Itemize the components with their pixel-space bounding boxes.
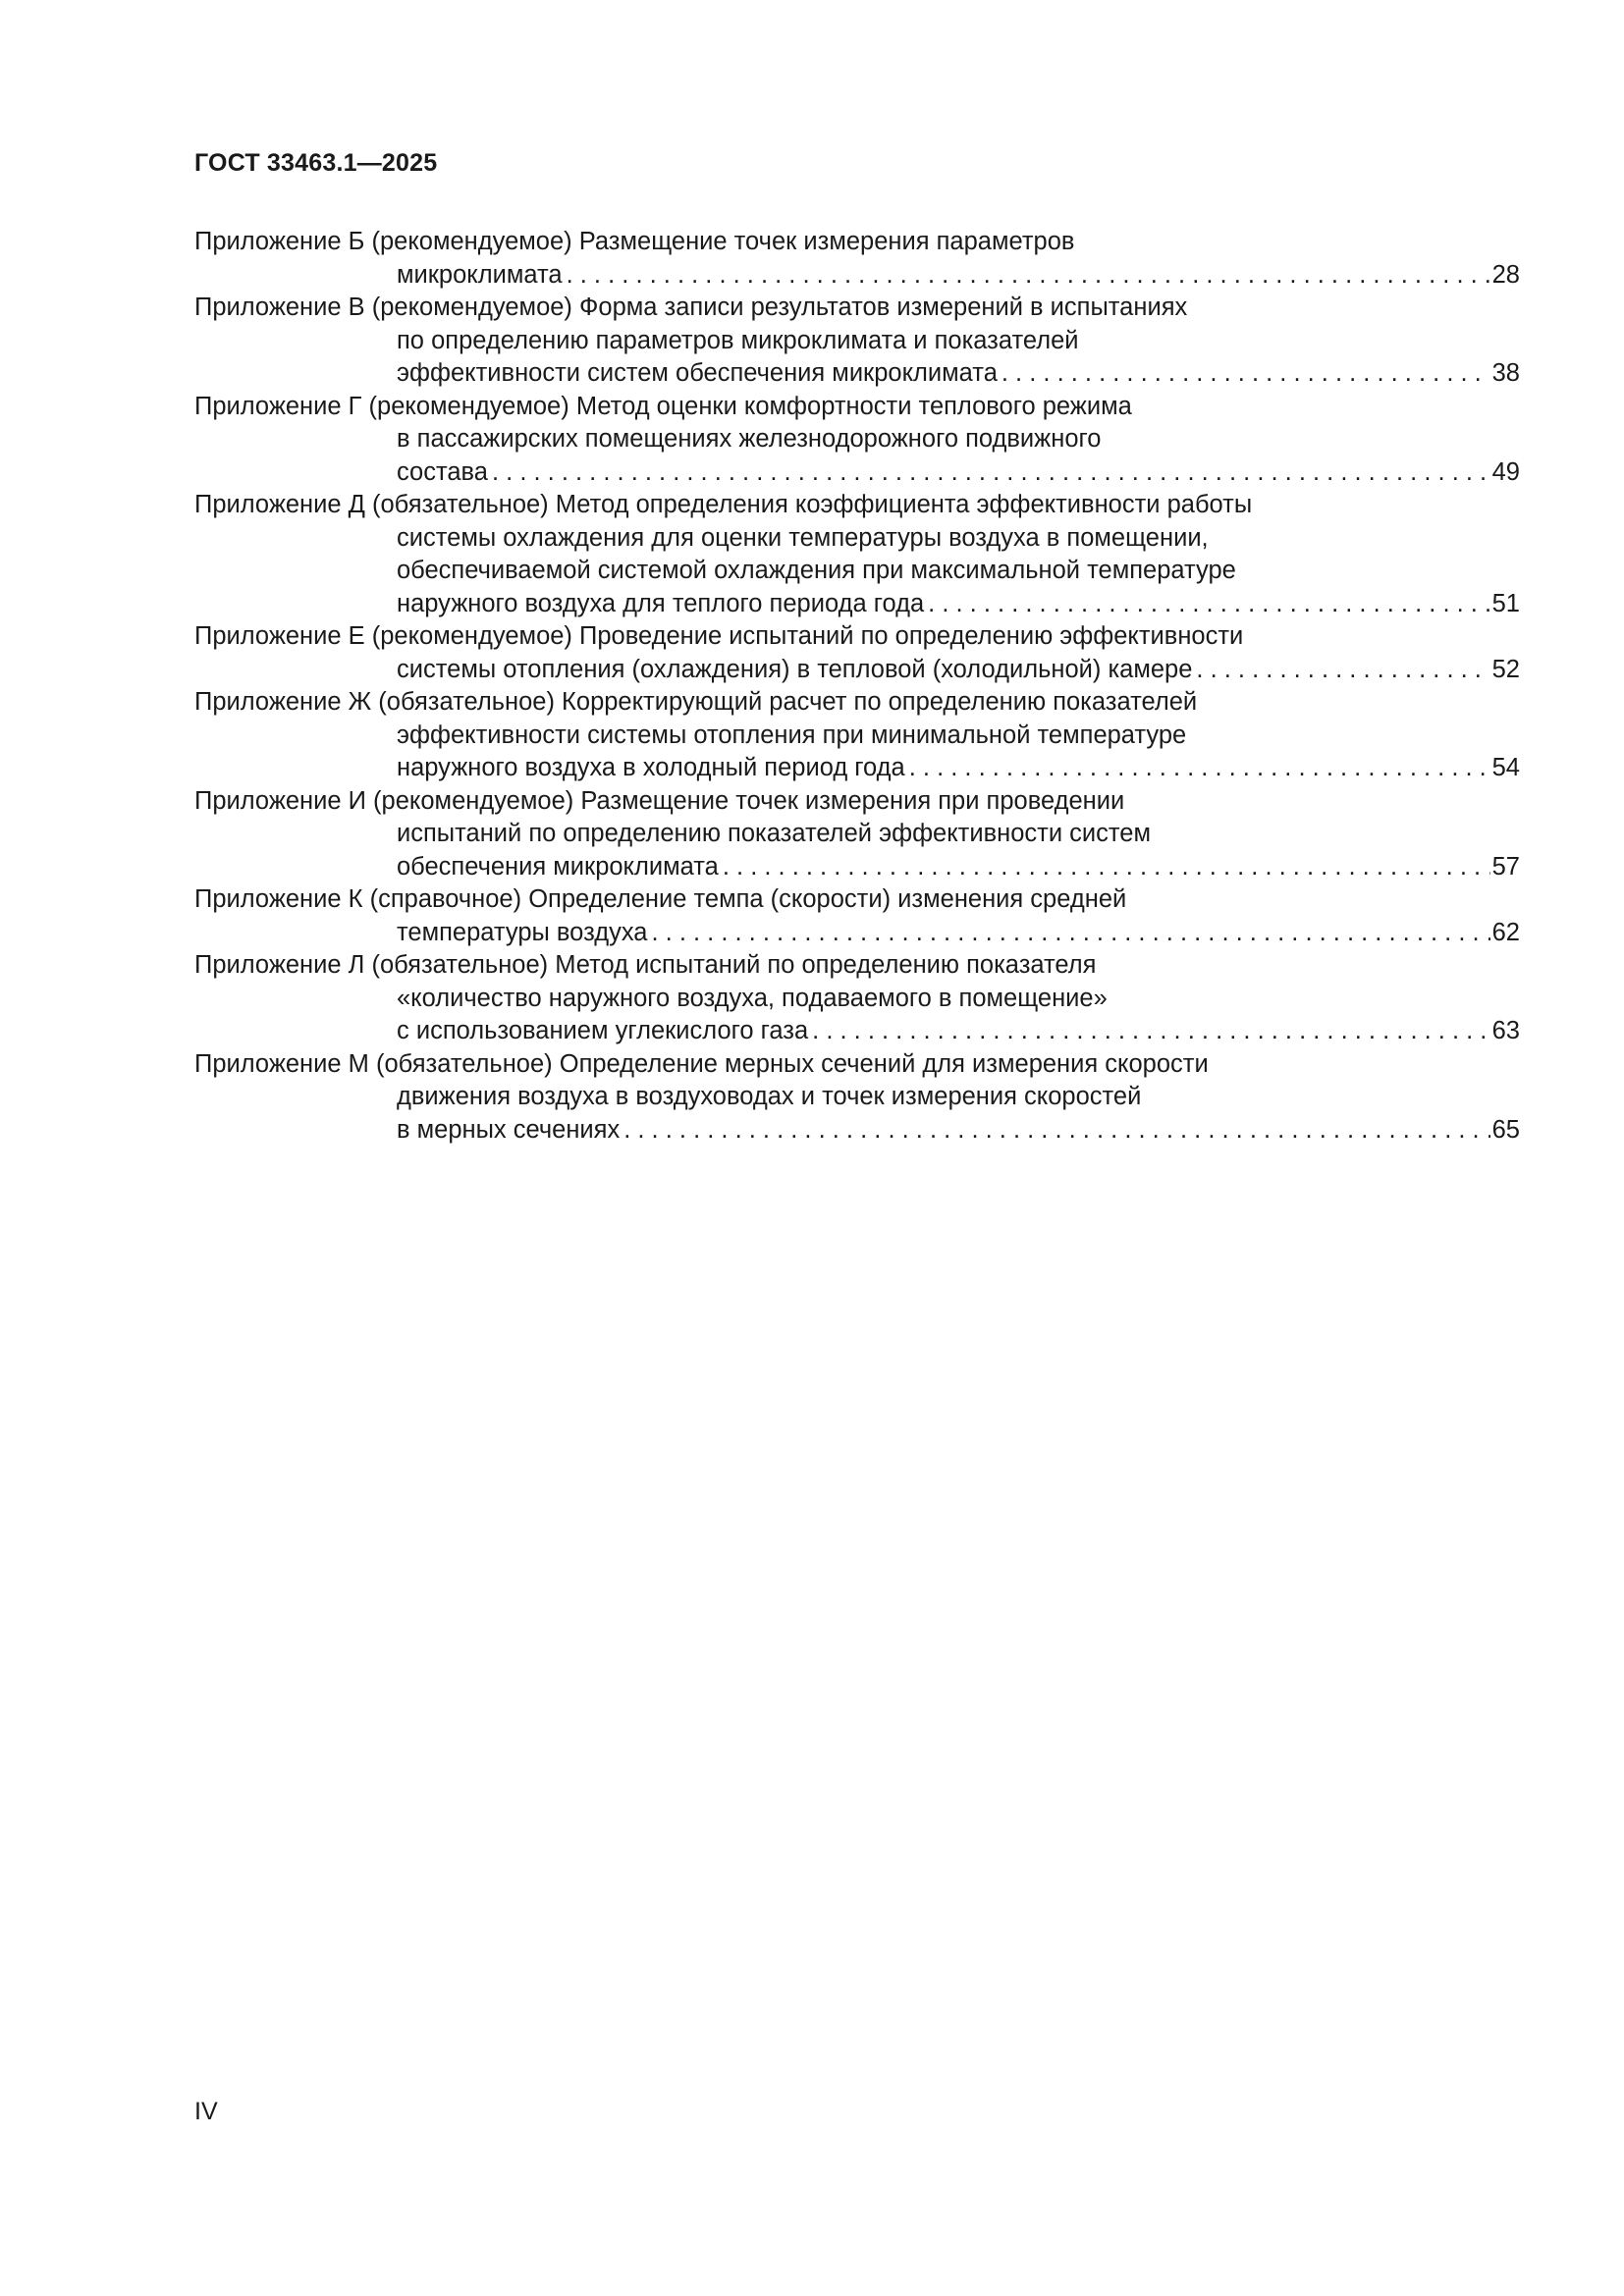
toc-leader-dots [998,357,1490,391]
toc-entry[interactable] [194,686,1520,785]
toc-entry-line: движения воздуха в воздуховодах и точек измерения скоростей [397,1083,1142,1110]
toc-leader-dots [808,1015,1489,1048]
toc-entry-line: Приложение Г (рекомендуемое) Метод оценки комфортности теплового режима [194,392,1132,420]
toc-entry-line: в пассажирских помещениях железнодорожного подвижного [397,425,1102,453]
toc-entry-text: температуры воздуха [397,918,648,946]
toc-entry-line: обеспечиваемой системой охлаждения при максимальной температуре [397,557,1236,584]
toc-entry-text: наружного воздуха для теплого периода года [397,589,925,617]
toc-entry-line: Приложение Ж (обязательное) Корректирующий расчет по определению показателей [194,688,1198,716]
toc-entry[interactable] [194,1048,1520,1148]
toc-entry[interactable] [194,883,1520,949]
toc-entry[interactable] [194,620,1520,686]
toc-entry-line: Приложение И (рекомендуемое) Размещение точек измерения при проведении [194,786,1125,815]
toc-leader-dots [620,1114,1489,1148]
table-of-contents [194,226,1520,1147]
document-header: ГОСТ 33463.1—2025 [194,149,438,177]
toc-entry[interactable] [194,489,1520,620]
toc-page-number: 63 [1491,1017,1520,1044]
toc-entry-last-line [194,654,1520,687]
page-number: IV [194,2098,218,2125]
toc-entry-last-line [194,917,1520,950]
toc-entry-line: Приложение Д (обязательное) Метод определения коэффициента эффективности работы [194,491,1253,518]
toc-leader-dots [563,259,1490,293]
toc-entry-text: микроклимата [397,260,563,289]
toc-page-number: 65 [1491,1115,1520,1144]
toc-leader-dots [905,752,1490,785]
toc-page-number: 52 [1491,655,1520,683]
toc-entry-line: по определению параметров микроклимата и показателей [397,326,1079,354]
toc-page-number: 57 [1491,852,1520,881]
toc-entry-line: Приложение К (справочное) Определение темпа (скорости) изменения средней [194,885,1127,913]
toc-leader-dots [719,851,1490,884]
toc-leader-dots [924,588,1489,621]
toc-entry[interactable] [194,785,1520,884]
toc-entry-line: испытаний по определению показателей эффективности систем [397,820,1152,847]
toc-leader-dots [1192,654,1489,687]
toc-entry-last-line [194,752,1520,785]
toc-page-number: 54 [1491,754,1520,781]
toc-entry[interactable] [194,226,1520,292]
toc-leader-dots [648,917,1490,950]
toc-entry-line: Приложение Б (рекомендуемое) Размещение точек измерения параметров [194,228,1075,255]
toc-entry-last-line [194,259,1520,293]
toc-entry[interactable] [194,391,1520,490]
toc-entry-last-line [194,851,1520,884]
toc-entry-line: системы охлаждения для оценки температуры воздуха в помещении, [397,523,1209,552]
toc-entry-text: наружного воздуха в холодный период года [397,754,905,781]
toc-entry-text: состава [397,457,488,486]
toc-entry[interactable] [194,949,1520,1048]
toc-entry-text: с использованием углекислого газа [397,1017,809,1044]
toc-entry-line: Приложение Л (обязательное) Метод испытаний по определению показателя [194,951,1097,979]
toc-entry-last-line [194,1114,1520,1148]
toc-entry-last-line [194,1015,1520,1048]
toc-page-number: 28 [1491,260,1520,289]
toc-page-number: 51 [1491,589,1520,617]
toc-entry-line: Приложение В (рекомендуемое) Форма записи результатов измерений в испытаниях [194,294,1188,321]
toc-entry-last-line [194,456,1520,490]
toc-entry-line: эффективности системы отопления при минимальной температуре [397,721,1187,749]
toc-entry-line: Приложение Е (рекомендуемое) Проведение испытаний по определению эффективности [194,622,1244,650]
toc-page-number: 49 [1491,457,1520,486]
toc-entry-last-line [194,357,1520,391]
toc-entry-text: эффективности систем обеспечения микроклимата [397,359,998,387]
toc-entry-last-line [194,588,1520,621]
toc-page-number: 62 [1491,918,1520,946]
toc-entry-line: Приложение М (обязательное) Определение мерных сечений для измерения скорости [194,1049,1209,1078]
toc-leader-dots [488,456,1490,490]
toc-entry-text: обеспечения микроклимата [397,852,719,881]
toc-entry-text: системы отопления (охлаждения) в тепловой (холодильной) камере [397,655,1193,683]
toc-page-number: 38 [1491,359,1520,387]
toc-entry[interactable] [194,292,1520,391]
toc-entry-line: «количество наружного воздуха, подаваемого в помещение» [397,984,1108,1012]
toc-entry-text: в мерных сечениях [397,1115,621,1144]
